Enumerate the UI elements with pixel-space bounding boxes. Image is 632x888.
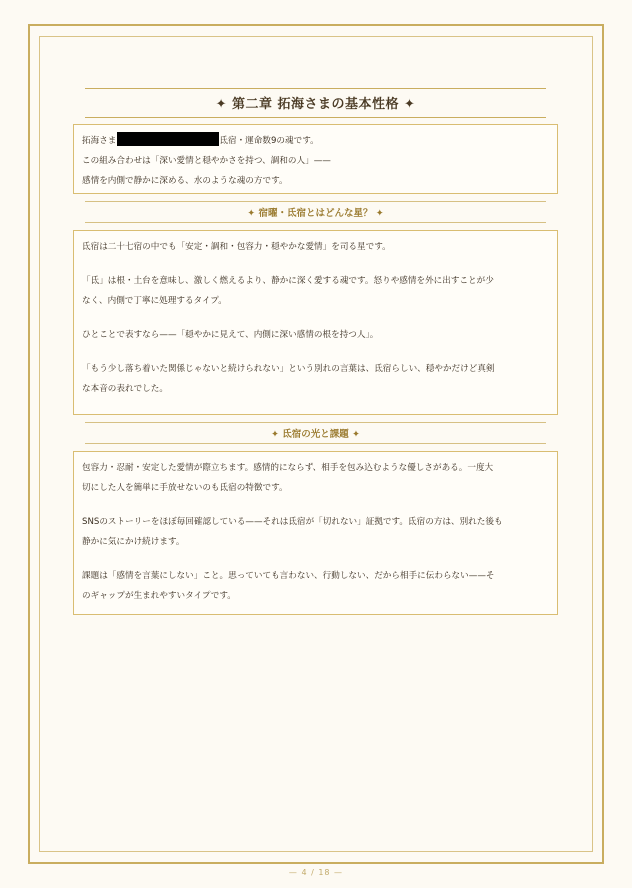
section1-title: ✦ 宿曜・氐宿とはどんな星？ ✦ <box>247 208 384 219</box>
section1-p2b: なく、内側で丁寧に処理するタイプ。 <box>82 296 227 306</box>
page-number: — 4 / 18 — <box>288 868 344 877</box>
section2-box <box>73 451 558 615</box>
section2-title: ✦ 氐宿の光と課題 ✦ <box>270 429 361 440</box>
intro-line-2: この組み合わせは「深い愛情と穏やかさを持つ、調和の人」—— <box>82 156 331 166</box>
section1-p3: ひとことで表すなら——「穏やかに見えて、内側に深い感情の根を持つ人」。 <box>82 330 379 340</box>
chapter-title: ✦ 第二章 拓海さまの基本性格 ✦ <box>215 97 416 112</box>
section1-p1: 氐宿は二十七宿の中でも「安定・調和・包容力・穏やかな愛情」を司る星です。 <box>82 242 391 252</box>
section1-divider-bottom <box>85 222 546 223</box>
page-content <box>73 88 558 615</box>
section1-p2a: 「氐」は根・土台を意味し、激しく燃えるより、静かに深く愛する魂です。怒りや感情を外に出すことが少 <box>82 276 494 286</box>
section1-p4b: な本音の表れでした。 <box>82 384 168 394</box>
chapter-divider-bottom <box>85 117 546 118</box>
section2-divider-bottom <box>85 443 546 444</box>
section1-p4a: 「もう少し落ち着いた関係じゃないと続けられない」という別れの言葉は、氐宿らしい、穏やかだけど真剣 <box>82 364 495 374</box>
section1-box <box>73 230 558 415</box>
section2-p2a: SNSのストーリーをほぼ毎回確認している——それは氐宿が「切れない」証拠です。氐宿の方は、別れた後も <box>82 517 503 527</box>
intro-box <box>73 124 558 194</box>
intro-name-suffix: 氐宿・運命数9の魂です。 <box>219 136 319 146</box>
section2-p3b: のギャップが生まれやすいタイプです。 <box>82 591 236 601</box>
section2-p2b: 静かに気にかけ続けます。 <box>82 537 185 547</box>
intro-line-1 <box>82 131 549 151</box>
intro-line-3: 感情を内側で静かに深める、水のような魂の方です。 <box>82 176 288 186</box>
intro-name-prefix: 拓海さま <box>82 136 117 146</box>
section2-p3a: 課題は「感情を言葉にしない」こと。思っていても言わない、行動しない、だから相手に伝わらない——そ <box>82 571 495 581</box>
section2-p1a: 包容力・忍耐・安定した愛情が際立ちます。感情的にならず、相手を包み込むような優しさがある。一度大 <box>82 463 494 473</box>
redacted-block <box>117 132 219 146</box>
section2-p1b: 切にした人を簡単に手放せないのも氐宿の特徴です。 <box>82 483 288 493</box>
